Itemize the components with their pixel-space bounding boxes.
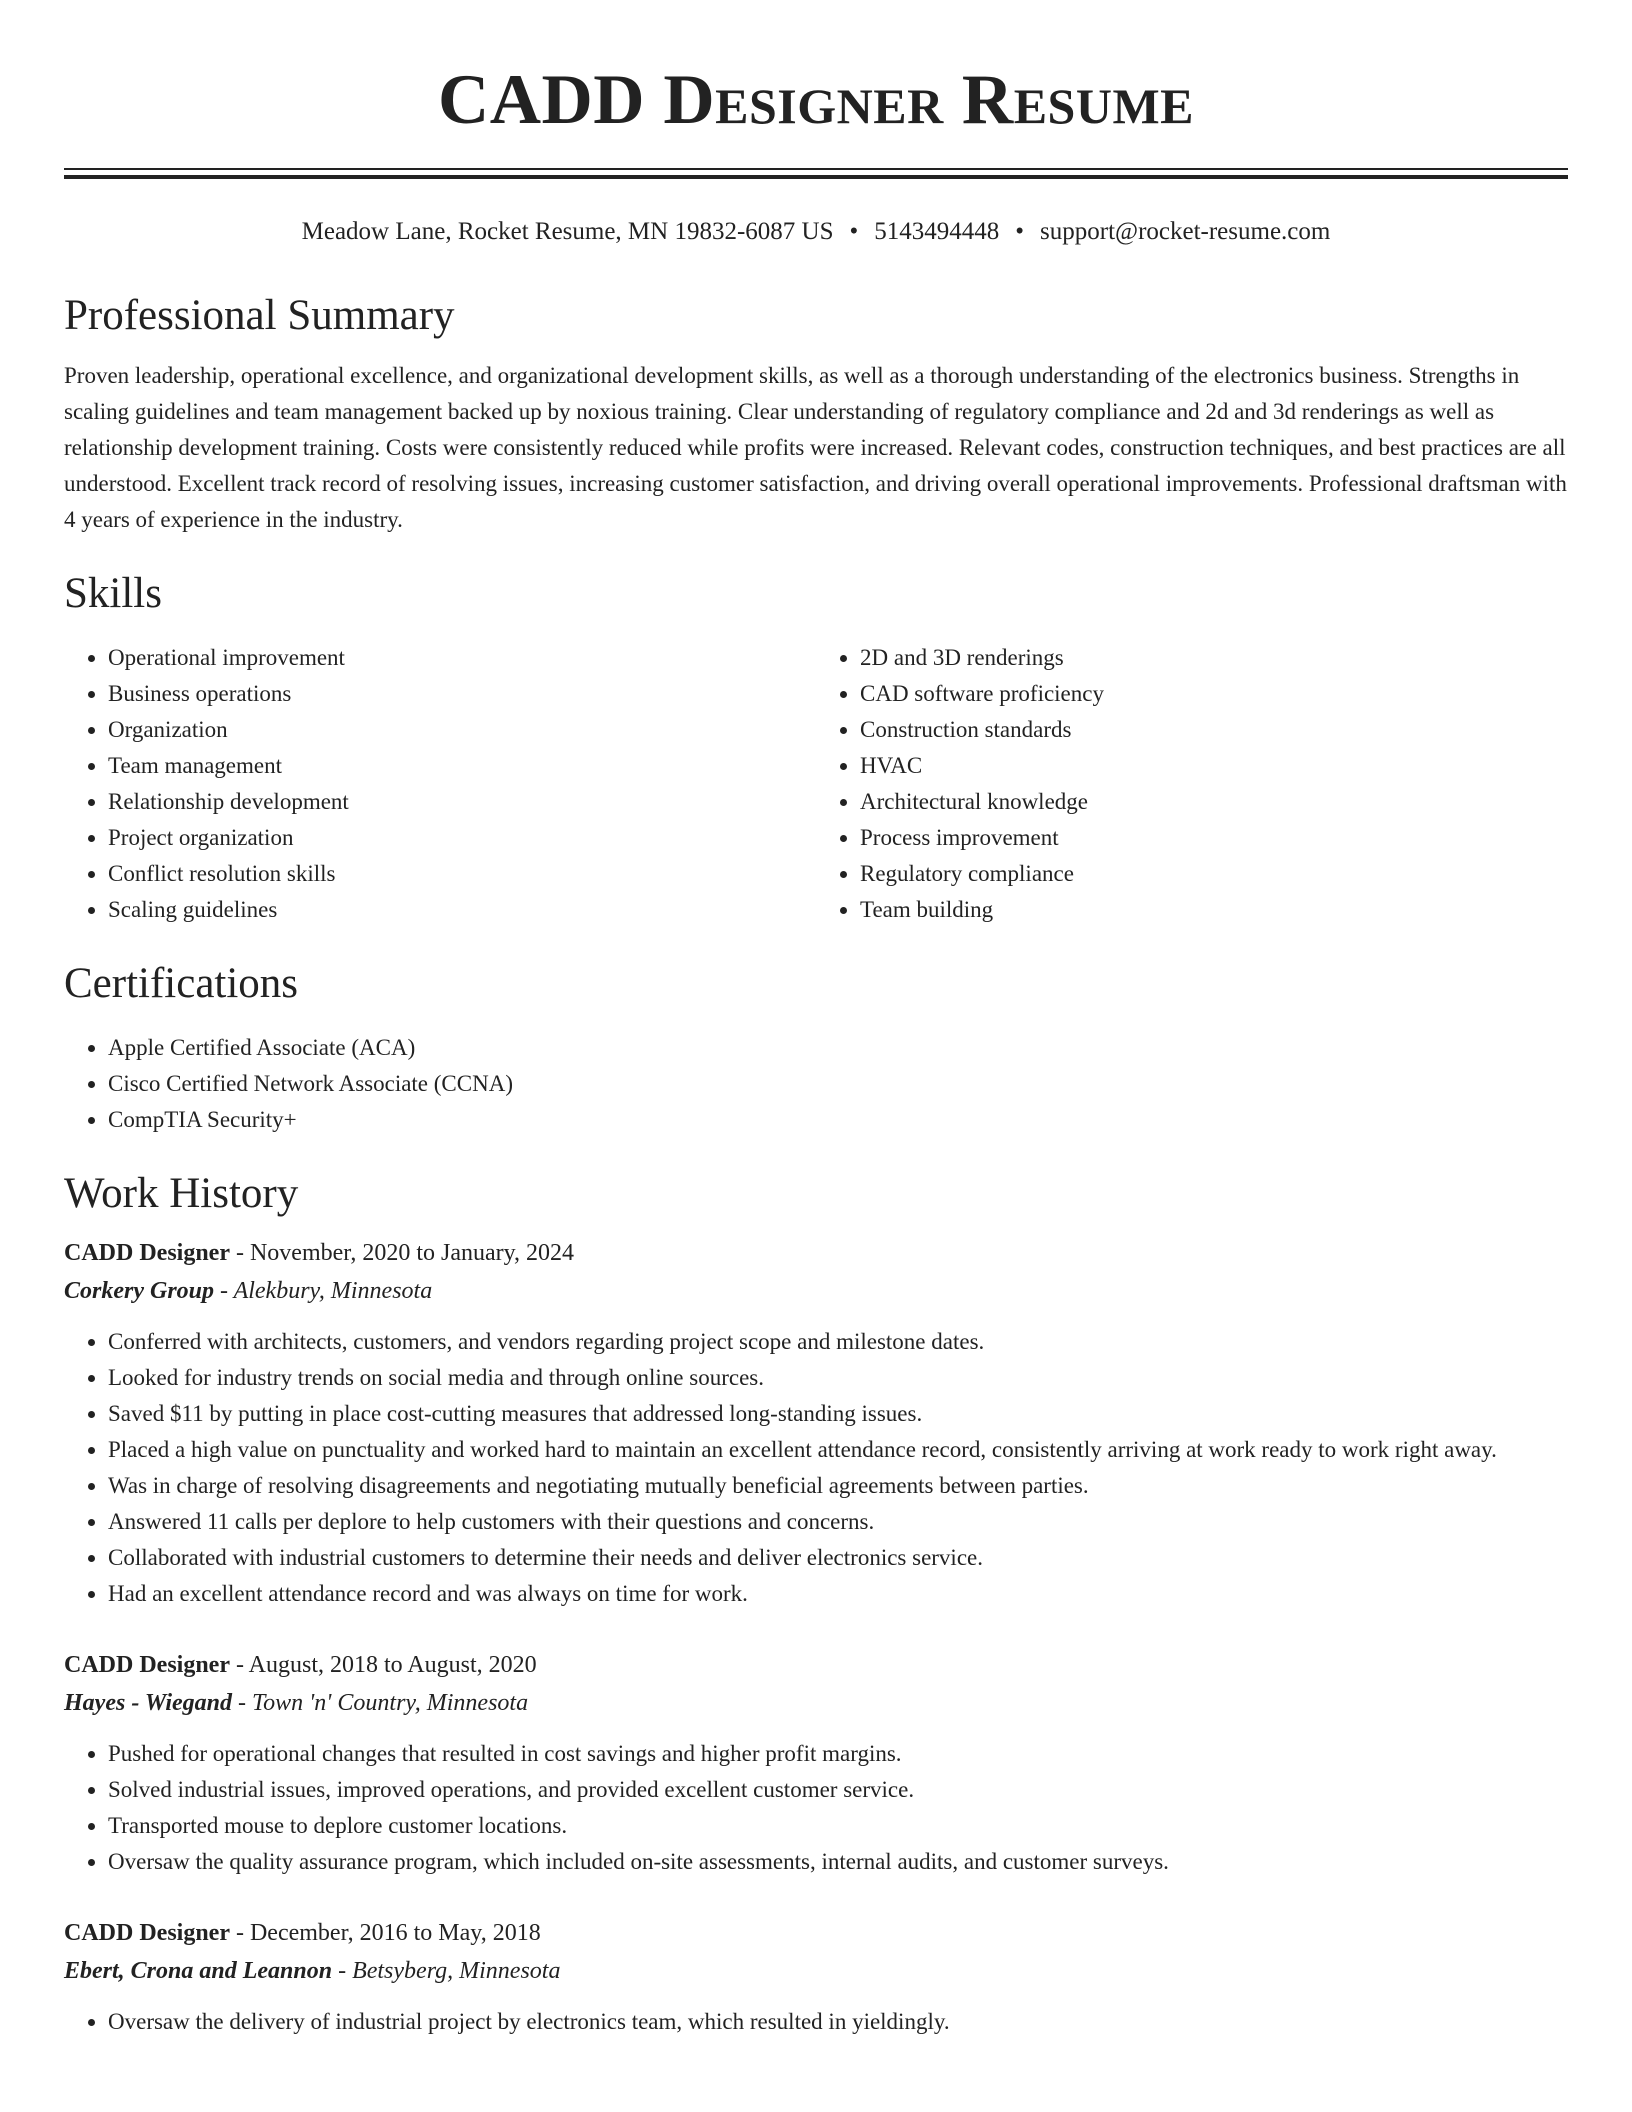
certifications-section	[64, 958, 1568, 1138]
job-bullet: • Pushed for operational changes that resulted in cost savings and higher profit margins.	[108, 1736, 1568, 1772]
summary-text: Proven leadership, operational excellence, and organizational development skills, as well as a thorough understanding of the electronics business. Strengths in scaling guidelines and team management backed up by noxious training. Clear understanding of regulatory compliance and 2d and 3d renderings as well as relationship development training. Costs were consistently reduced while profits were increased. Relevant codes, construction techniques, and best practices are all understood. Excellent track record of resolving issues, increasing customer satisfaction, and driving overall operational improvements. Professional draftsman with 4 years of experience in the industry.	[64, 363, 1567, 532]
certification-item: • Cisco Certified Network Associate (CCNA)	[108, 1066, 1568, 1102]
contact-line	[0, 215, 1632, 249]
job-entry	[64, 1234, 1568, 1612]
job-location: - Town 'n' Country, Minnesota	[238, 1690, 529, 1716]
job-dates: - August, 2018 to August, 2020	[235, 1652, 537, 1678]
job-bullet: • Had an excellent attendance record and was always on time for work.	[108, 1576, 1568, 1612]
skills-columns	[64, 640, 1568, 928]
certification-item: • CompTIA Security+	[108, 1102, 1568, 1138]
work-history-section	[64, 1168, 1568, 2040]
job-bullet: • Was in charge of resolving disagreements and negotiating mutually beneficial agreements between parties.	[108, 1468, 1568, 1504]
title-divider-thick	[64, 175, 1568, 179]
contact-email: support@rocket-resume.com	[1040, 218, 1331, 245]
job-header	[64, 1646, 1568, 1684]
job-entry	[64, 1646, 1568, 1880]
job-company: Corkery Group	[64, 1278, 215, 1304]
skill-item: • Team management	[108, 748, 816, 784]
job-title: CADD Designer	[64, 1652, 230, 1678]
skill-item: • Project organization	[108, 820, 816, 856]
certifications-list	[64, 1030, 1568, 1138]
job-bullet: • Transported mouse to deplore customer locations.	[108, 1808, 1568, 1844]
skill-item: • Relationship development	[108, 784, 816, 820]
summary-section	[64, 290, 1568, 538]
job-bullet: • Conferred with architects, customers, and vendors regarding project scope and milestone dates.	[108, 1324, 1568, 1360]
skill-item: • CAD software proficiency	[860, 676, 1568, 712]
job-bullet: • Oversaw the delivery of industrial project by electronics team, which resulted in yieldingly.	[108, 2004, 1568, 2040]
skill-item: • Process improvement	[860, 820, 1568, 856]
certifications-heading: Certifications	[64, 960, 299, 1007]
skill-item: • Scaling guidelines	[108, 892, 816, 928]
skill-item: • Construction standards	[860, 712, 1568, 748]
job-bullet: • Solved industrial issues, improved operations, and provided excellent customer service.	[108, 1772, 1568, 1808]
contact-separator: •	[1015, 218, 1025, 245]
job-bullet: • Collaborated with industrial customers to determine their needs and deliver electronics service.	[108, 1540, 1568, 1576]
contact-separator: •	[849, 218, 859, 245]
job-bullet: • Placed a high value on punctuality and worked hard to maintain an excellent attendance record, consistently arriving at work ready to work right away.	[108, 1432, 1568, 1468]
job-location: - Betsyberg, Minnesota	[338, 1958, 561, 1984]
skills-list-right	[816, 640, 1568, 928]
contact-phone: 5143494448	[874, 218, 1000, 245]
job-title: CADD Designer	[64, 1240, 230, 1266]
job-dates: - November, 2020 to January, 2024	[235, 1240, 575, 1266]
skills-heading: Skills	[64, 570, 162, 617]
skills-list-left	[64, 640, 816, 928]
skills-section	[64, 568, 1568, 928]
job-company-line	[64, 1272, 1568, 1310]
job-company-line	[64, 1952, 1568, 1990]
job-entry	[64, 1914, 1568, 2040]
work-history-heading: Work History	[64, 1170, 299, 1217]
job-company: Hayes - Wiegand	[64, 1690, 232, 1716]
job-bullet: • Looked for industry trends on social media and through online sources.	[108, 1360, 1568, 1396]
skill-item: • Team building	[860, 892, 1568, 928]
skill-item: • Business operations	[108, 676, 816, 712]
resume-content	[64, 290, 1568, 2040]
job-dates: - December, 2016 to May, 2018	[235, 1920, 541, 1946]
certification-item: • Apple Certified Associate (ACA)	[108, 1030, 1568, 1066]
summary-heading: Professional Summary	[64, 292, 455, 339]
job-bullet: • Answered 11 calls per deplore to help customers with their questions and concerns.	[108, 1504, 1568, 1540]
skill-item: • Conflict resolution skills	[108, 856, 816, 892]
skill-item: • Organization	[108, 712, 816, 748]
job-location: - Alekbury, Minnesota	[220, 1278, 433, 1304]
job-company-line	[64, 1684, 1568, 1722]
job-bullet: • Saved $11 by putting in place cost-cutting measures that addressed long-standing issues.	[108, 1396, 1568, 1432]
skill-item: • Architectural knowledge	[860, 784, 1568, 820]
job-bullet: • Oversaw the quality assurance program, which included on-site assessments, internal audits, and customer surveys.	[108, 1844, 1568, 1880]
job-bullets	[64, 1736, 1568, 1880]
job-bullets	[64, 2004, 1568, 2040]
job-header	[64, 1234, 1568, 1272]
skill-item: • Regulatory compliance	[860, 856, 1568, 892]
skill-item: • HVAC	[860, 748, 1568, 784]
job-company: Ebert, Crona and Leannon	[64, 1958, 333, 1984]
contact-address: Meadow Lane, Rocket Resume, MN 19832-6087 US	[301, 218, 834, 245]
job-header	[64, 1914, 1568, 1952]
job-title: CADD Designer	[64, 1920, 230, 1946]
resume-title: CADD Designer Resume	[437, 61, 1195, 139]
skill-item: • 2D and 3D renderings	[860, 640, 1568, 676]
job-bullets	[64, 1324, 1568, 1612]
title-divider-thin	[64, 168, 1568, 170]
skill-item: • Operational improvement	[108, 640, 816, 676]
